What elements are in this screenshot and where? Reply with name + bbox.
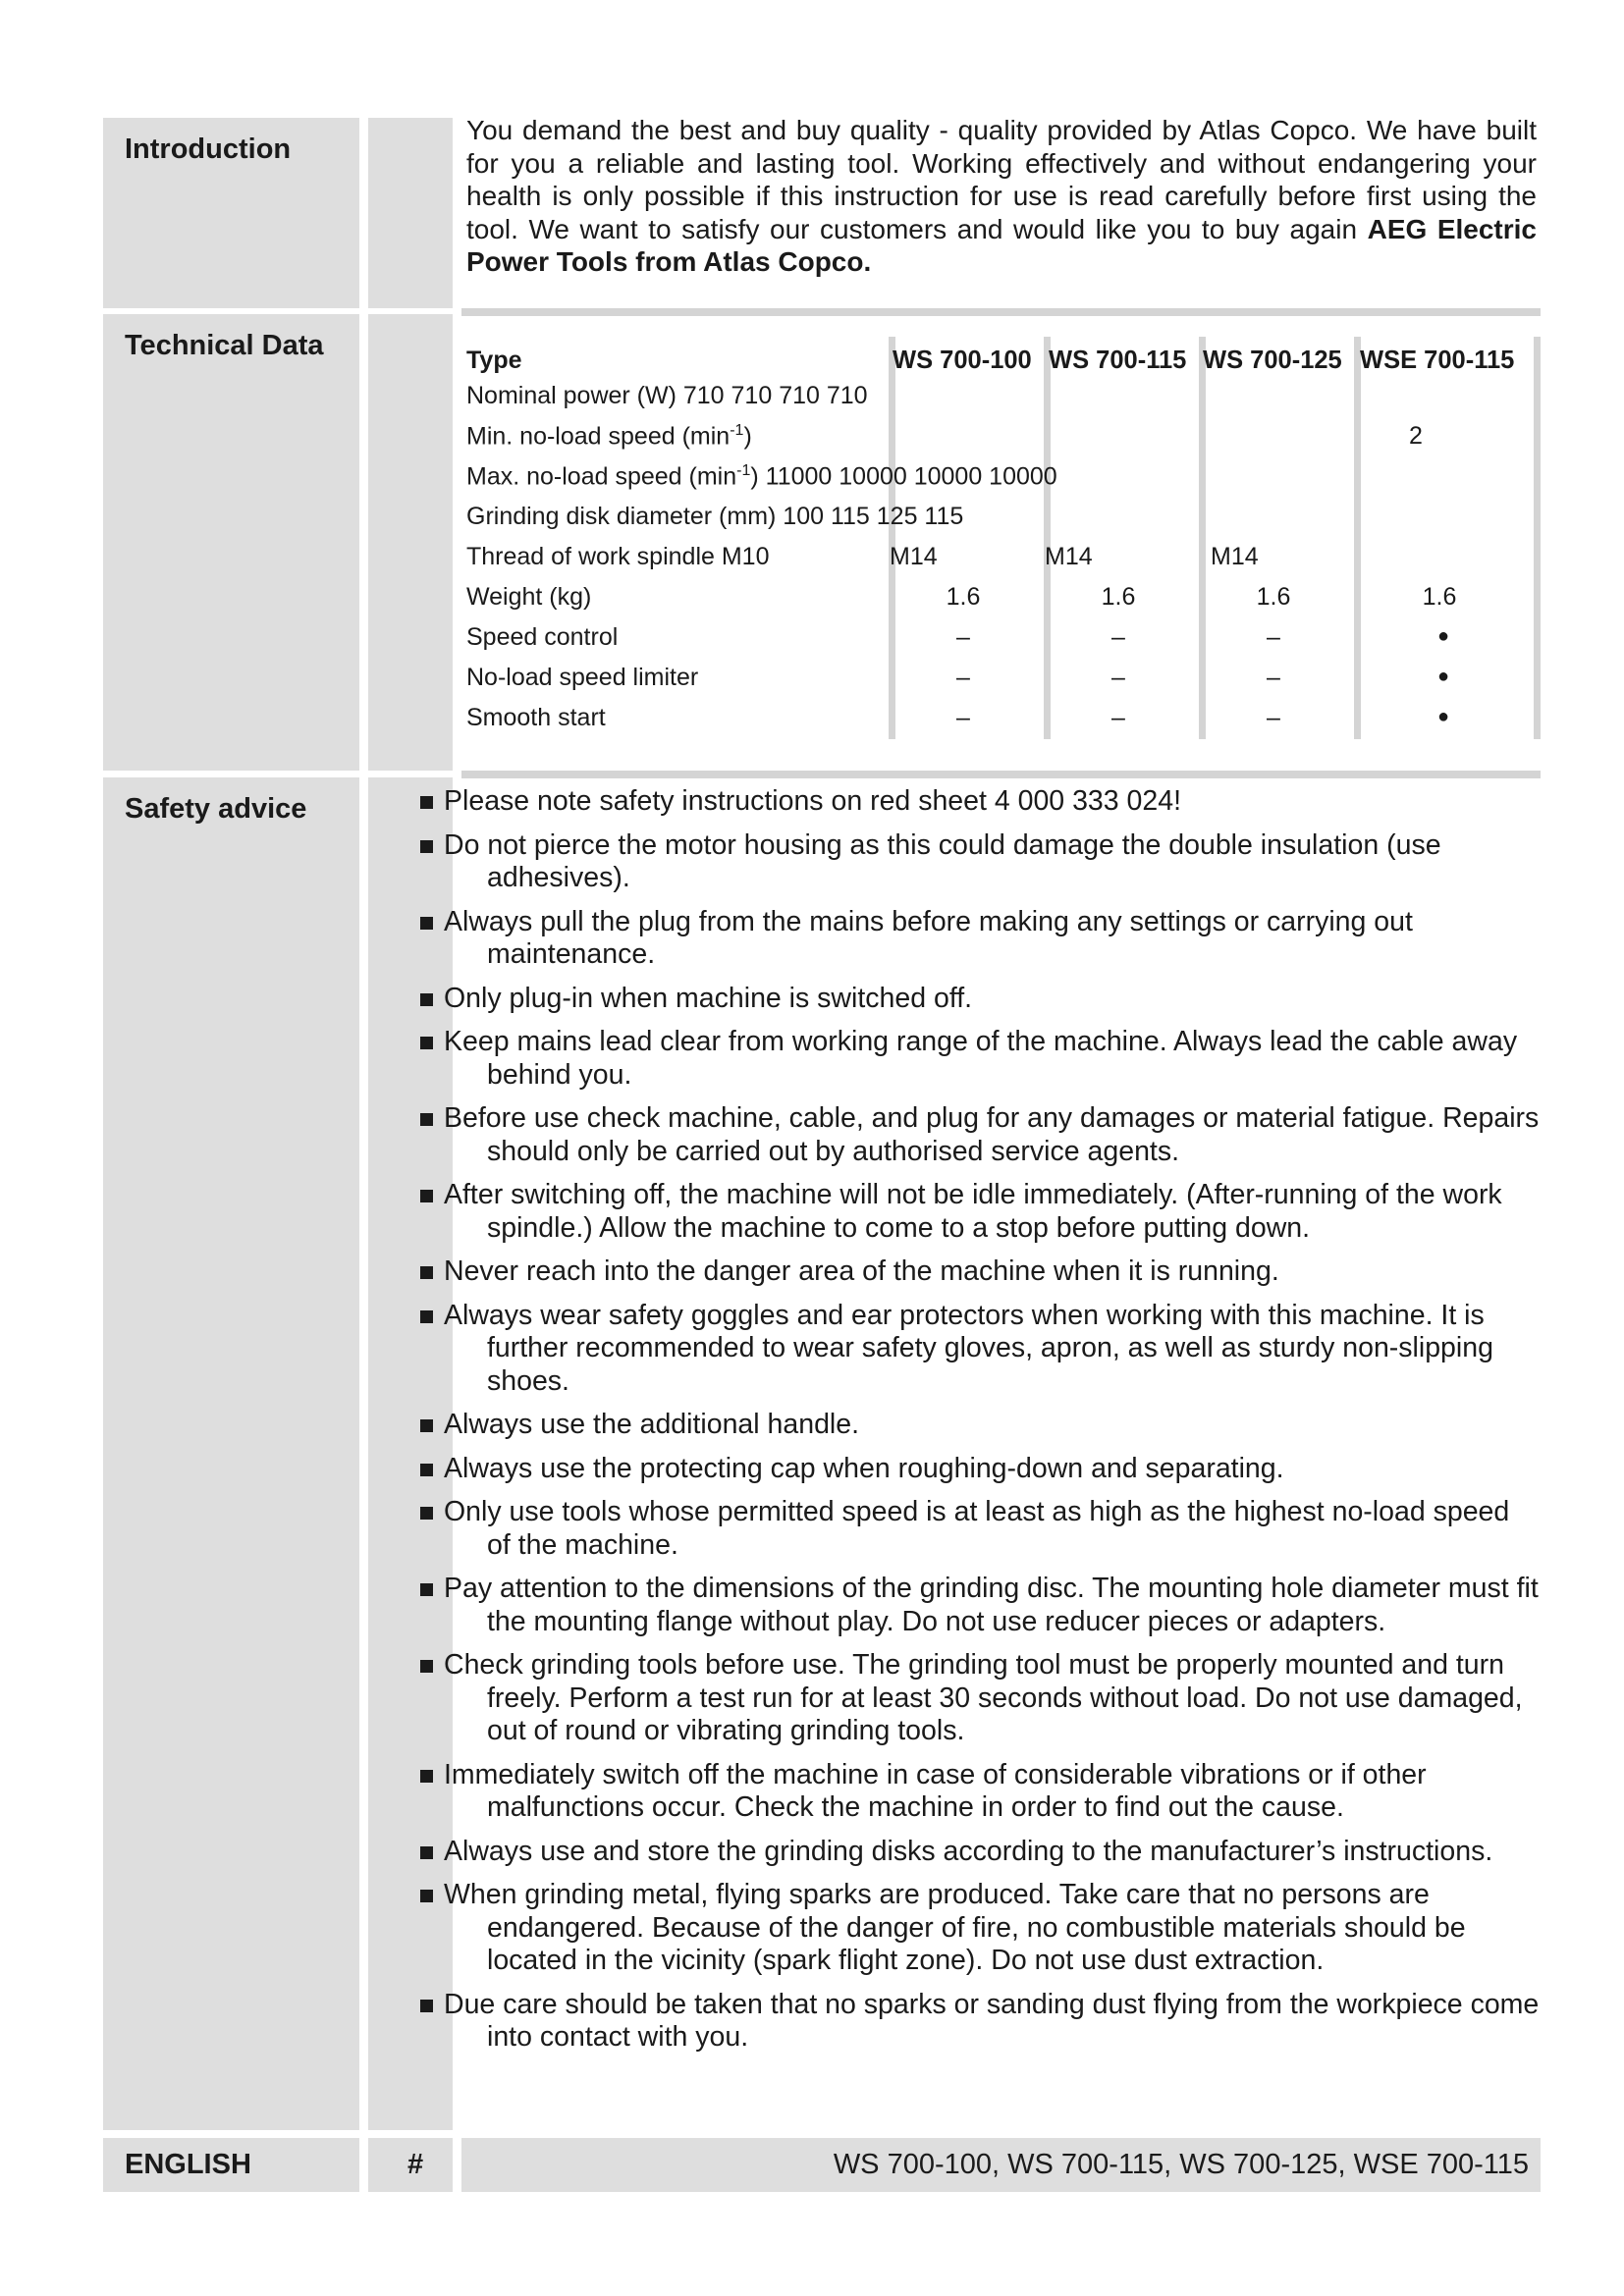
intro-paragraph bbox=[466, 114, 1537, 279]
intro-bold-text: AEG Electric Power Tools from Atlas Copco. bbox=[466, 213, 1537, 277]
max-speed-unit-exponent: -1 bbox=[736, 462, 751, 479]
column-divider bbox=[1354, 337, 1361, 739]
dash-mark: – bbox=[956, 623, 970, 651]
square-bullet-icon bbox=[420, 1266, 433, 1279]
list-item: Keep mains lead clear from working range of the machine. Always lead the cable away behind you. bbox=[420, 1026, 1540, 1092]
tech-gutter bbox=[368, 314, 453, 771]
disk-diameter-row: Grinding disk diameter (mm) 100 115 125 115 bbox=[466, 503, 964, 530]
max-speed-row bbox=[466, 462, 1057, 491]
section-label-safety-advice: Safety advice bbox=[125, 793, 307, 825]
list-item: Due care should be taken that no sparks or sanding dust flying from the workpiece come into contact with you. bbox=[420, 1989, 1540, 2055]
list-item: Before use check machine, cable, and plug for any damages or material fatigue. Repairs should only be carried out by authorised service agents. bbox=[420, 1102, 1540, 1168]
nominal-power-row: Nominal power (W) 710 710 710 710 bbox=[466, 382, 868, 409]
column-divider bbox=[1044, 337, 1051, 739]
list-item: Only use tools whose permitted speed is at least as high as the highest no-load speed of the machine. bbox=[420, 1496, 1540, 1562]
list-item: When grinding metal, flying sparks are produced. Take care that no persons are endangered. Because of the danger of fire, no combustible materials should be located in the vicinity (spark flight zone). Do not use dust extraction. bbox=[420, 1879, 1540, 1978]
square-bullet-icon bbox=[420, 1660, 433, 1673]
square-bullet-icon bbox=[420, 1037, 433, 1049]
dash-mark: – bbox=[956, 704, 970, 731]
square-bullet-icon bbox=[420, 840, 433, 853]
intro-text: You demand the best and buy quality - quality provided by Atlas Copco. We have built for you a reliable and lasting tool. Working effectively and without endangering your health is only possible if this instruction for use is read carefully before first using the tool. We want to satisfy our customers and would like you to buy again bbox=[466, 115, 1537, 244]
footer-language-cell bbox=[103, 2138, 359, 2192]
square-bullet-icon bbox=[420, 1890, 433, 1902]
list-item: Pay attention to the dimensions of the grinding disc. The mounting hole diameter must fit the mounting flange without play. Do not use reducer pieces or adapters. bbox=[420, 1573, 1540, 1638]
min-speed-close: ) bbox=[743, 422, 752, 451]
section-label-technical-data: Technical Data bbox=[125, 330, 324, 361]
intro-label-cell bbox=[103, 118, 359, 308]
column-divider bbox=[1199, 337, 1206, 739]
dot-mark: ● bbox=[1436, 706, 1450, 727]
thread-value: M14 bbox=[1211, 543, 1259, 570]
limiter-row: No-load speed limiter bbox=[466, 664, 699, 691]
list-item: Always wear safety goggles and ear protectors when working with this machine. It is further recommended to wear safety gloves, apron, as well as sturdy non-slipping shoes. bbox=[420, 1300, 1540, 1399]
weight-value: 1.6 bbox=[1101, 583, 1136, 611]
dash-mark: – bbox=[1111, 704, 1125, 731]
model-header: WS 700-100 bbox=[893, 347, 1032, 374]
dash-mark: – bbox=[1267, 704, 1280, 731]
column-divider bbox=[889, 337, 895, 739]
dash-mark: – bbox=[956, 664, 970, 691]
dot-mark: ● bbox=[1436, 666, 1450, 687]
section-label-introduction: Introduction bbox=[125, 133, 292, 165]
list-item: Never reach into the danger area of the machine when it is running. bbox=[420, 1255, 1540, 1289]
model-header: WS 700-115 bbox=[1049, 347, 1187, 374]
square-bullet-icon bbox=[420, 1583, 433, 1596]
list-item: Immediately switch off the machine in case of considerable vibrations or if other malfunctions occur. Check the machine in order to find out the cause. bbox=[420, 1759, 1540, 1825]
square-bullet-icon bbox=[420, 1846, 433, 1859]
list-item: Always use the protecting cap when roughing-down and separating. bbox=[420, 1453, 1540, 1486]
thread-value: M14 bbox=[1045, 543, 1093, 570]
square-bullet-icon bbox=[420, 1310, 433, 1323]
dash-mark: – bbox=[1111, 664, 1125, 691]
square-bullet-icon bbox=[420, 1190, 433, 1202]
weight-value: 1.6 bbox=[1256, 583, 1291, 611]
list-item: Only plug-in when machine is switched off. bbox=[420, 983, 1540, 1016]
list-item: Always use and store the grinding disks according to the manufacturer’s instructions. bbox=[420, 1836, 1540, 1869]
square-bullet-icon bbox=[420, 1113, 433, 1126]
thread-value: M14 bbox=[890, 543, 938, 570]
footer-models: WS 700-100, WS 700-115, WS 700-125, WSE 700-115 bbox=[833, 2149, 1529, 2180]
min-speed-label: Min. no-load speed (min bbox=[466, 422, 731, 451]
square-bullet-icon bbox=[420, 1507, 433, 1520]
smooth-start-row: Smooth start bbox=[466, 704, 606, 731]
footer-page-number: # bbox=[407, 2149, 424, 2180]
dash-mark: – bbox=[1111, 623, 1125, 651]
weight-row: Weight (kg) bbox=[466, 583, 592, 611]
footer-page-cell bbox=[368, 2138, 453, 2192]
list-item: Always pull the plug from the mains before making any settings or carrying out maintenance. bbox=[420, 906, 1540, 972]
weight-value: 1.6 bbox=[1422, 583, 1457, 611]
min-speed-row bbox=[466, 422, 752, 451]
intro-gutter bbox=[368, 118, 453, 308]
min-speed-value: 2 bbox=[1409, 422, 1423, 450]
column-divider bbox=[1534, 337, 1541, 739]
square-bullet-icon bbox=[420, 993, 433, 1006]
list-item: After switching off, the machine will not be idle immediately. (After-running of the work spindle.) Allow the machine to come to a stop before putting down. bbox=[420, 1179, 1540, 1245]
model-header: WS 700-125 bbox=[1203, 347, 1342, 374]
square-bullet-icon bbox=[420, 1464, 433, 1476]
square-bullet-icon bbox=[420, 1419, 433, 1432]
list-item: Do not pierce the motor housing as this could damage the double insulation (use adhesives). bbox=[420, 829, 1540, 895]
max-speed-values: ) 11000 10000 10000 10000 bbox=[750, 462, 1057, 491]
weight-value: 1.6 bbox=[946, 583, 981, 611]
thread-row: Thread of work spindle M10 bbox=[466, 543, 770, 570]
square-bullet-icon bbox=[420, 2000, 433, 2012]
model-header: WSE 700-115 bbox=[1360, 347, 1515, 374]
footer-language: ENGLISH bbox=[125, 2149, 251, 2180]
speed-control-row: Speed control bbox=[466, 623, 619, 651]
max-speed-label: Max. no-load speed (min bbox=[466, 462, 737, 491]
square-bullet-icon bbox=[420, 1770, 433, 1783]
dash-mark: – bbox=[1267, 623, 1280, 651]
list-item: Please note safety instructions on red sheet 4 000 333 024! bbox=[420, 785, 1540, 819]
safety-list bbox=[420, 785, 1540, 2065]
dot-mark: ● bbox=[1436, 625, 1450, 647]
list-item: Check grinding tools before use. The grinding tool must be properly mounted and turn freely. Perform a test run for at least 30 seconds without load. Do not use damaged, out of round or vibrating grinding tools. bbox=[420, 1649, 1540, 1748]
safety-label-cell bbox=[103, 777, 359, 2130]
tech-label-cell bbox=[103, 314, 359, 771]
square-bullet-icon bbox=[420, 917, 433, 930]
separator-bottom bbox=[461, 771, 1541, 778]
type-label: Type bbox=[466, 347, 522, 374]
separator-top bbox=[461, 308, 1541, 316]
square-bullet-icon bbox=[420, 796, 433, 809]
list-item: Always use the additional handle. bbox=[420, 1409, 1540, 1442]
min-speed-unit-exponent: -1 bbox=[730, 422, 744, 439]
dash-mark: – bbox=[1267, 664, 1280, 691]
footer-models-cell bbox=[461, 2138, 1541, 2192]
